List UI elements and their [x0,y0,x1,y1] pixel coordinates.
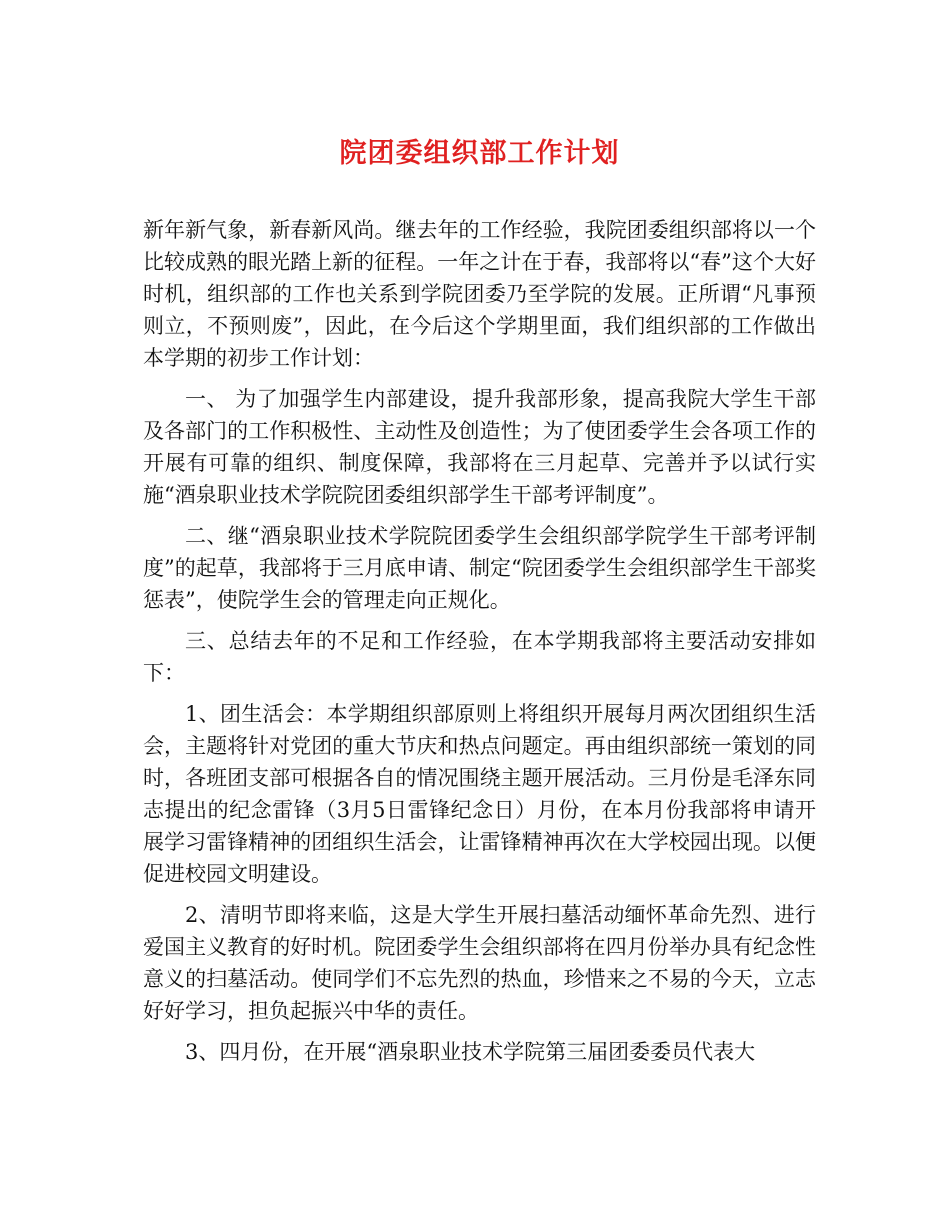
intro-paragraph: 新年新气象，新春新风尚。继去年的工作经验，我院团委组织部将以一个比较成熟的眼光踏上新的征程。一年之计在于春，我部将以“春”这个大好时机，组织部的工作也关系到学院团委乃至学院的发展。正所谓“凡事预则立，不预则废”，因此，在今后这个学期里面，我们组织部的工作做出本学期的初步工作计划： [143,218,816,370]
document-title: 院团委组织部工作计划 [339,138,620,169]
paragraph-activity-2: 2、清明节即将来临，这是大学生开展扫墓活动缅怀革命先烈、进行爱国主义教育的好时机。院团委学生会组织部将在四月份举办具有纪念性意义的扫墓活动。使同学们不忘先烈的热血，珍惜来之不易的今天，立志好好学习，担负起振兴中华的责任。 [143,903,816,1023]
document-page [143,120,816,1077]
paragraph-activity-1: 1、团生活会：本学期组织部原则上将组织开展每月两次团组织生活会，主题将针对党团的重大节庆和热点问题定。再由组织部统一策划的同时，各班团支部可根据各自的情况围绕主题开展活动。三月份是毛泽东同志提出的纪念雷锋（3月5日雷锋纪念日）月份，在本月份我部将申请开展学习雷锋精神的团组织生活会，让雷锋精神再次在大学校园出现。以便促进校园文明建设。 [143,702,816,886]
paragraph-item-1: 一、 为了加强学生内部建设，提升我部形象，提高我院大学生干部及各部门的工作积极性、主动性及创造性；为了使团委学生会各项工作的开展有可靠的组织、制度保障，我部将在三月起草、完善并予以试行实施“酒泉职业技术学院院团委组织部学生干部考评制度”。 [143,387,816,507]
paragraph-item-3: 三、总结去年的不足和工作经验，在本学期我部将主要活动安排如下： [143,629,816,685]
paragraph-item-2: 二、继“酒泉职业技术学院院团委学生会组织部学院学生干部考评制度”的起草，我部将于三月底申请、制定“院团委学生会组织部学生干部奖惩表”，使院学生会的管理走向正规化。 [143,524,816,612]
paragraph-activity-3: 3、四月份，在开展“酒泉职业技术学院第三届团委委员代表大 [185,1040,756,1064]
